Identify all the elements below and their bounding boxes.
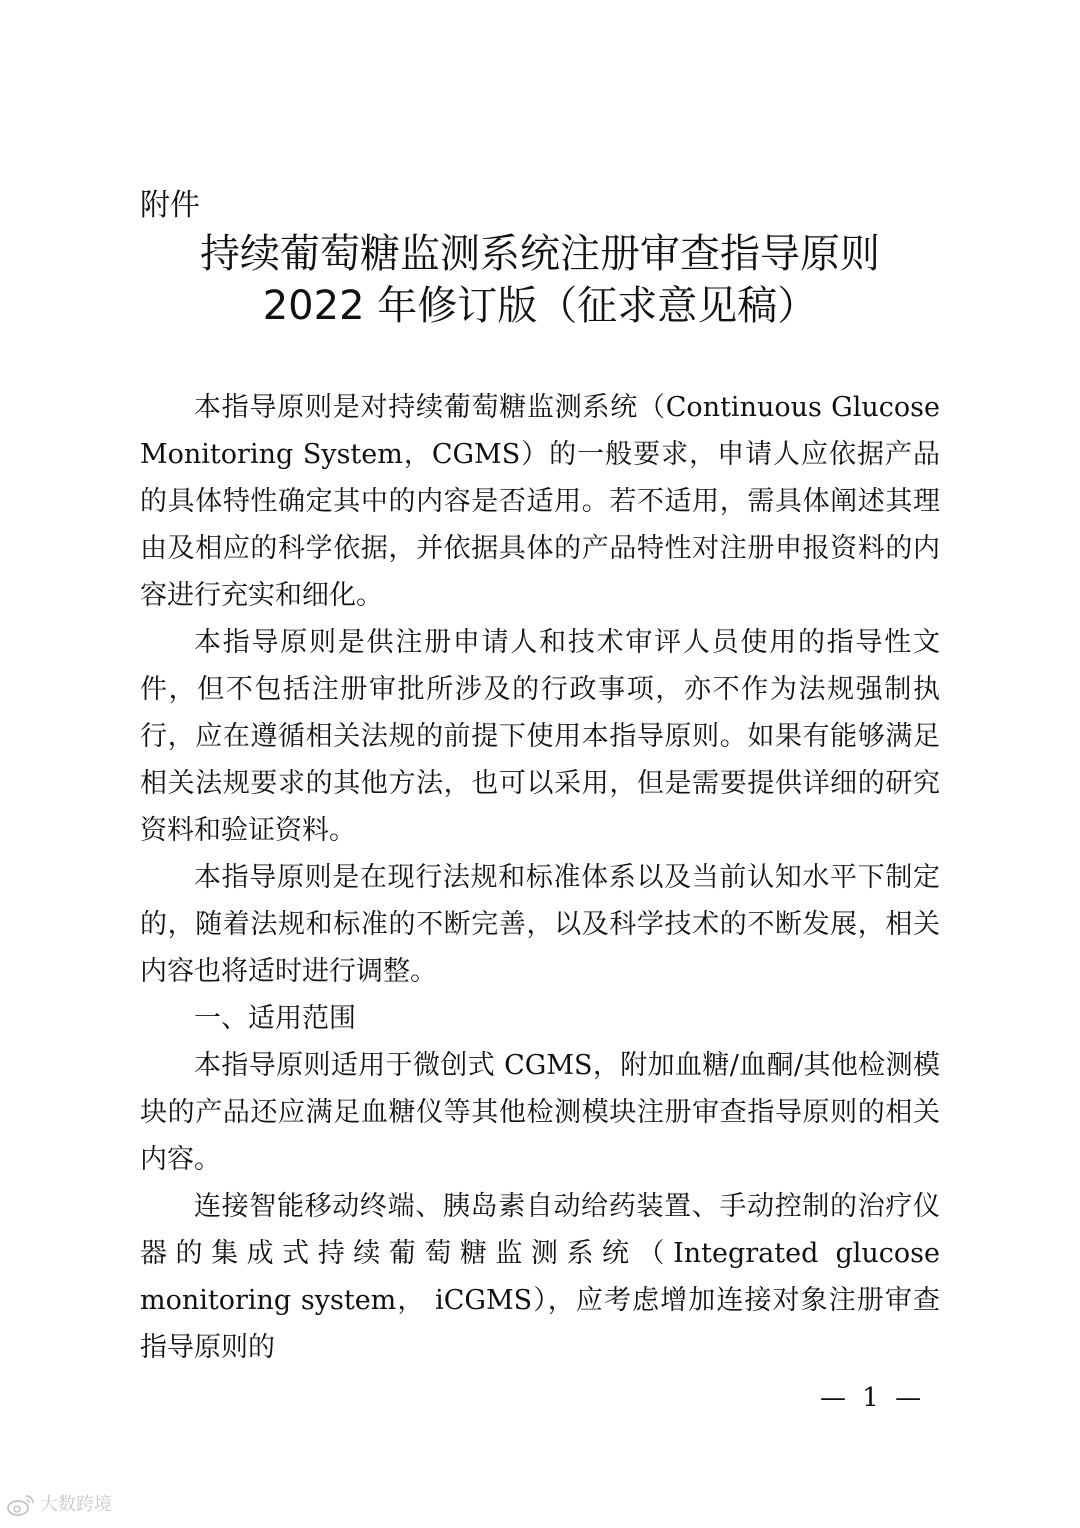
intro-paragraph-2: 本指导原则是供注册申请人和技术审评人员使用的指导性文件，但不包括注册审批所涉及的行政事项，亦不作为法规强制执行，应在遵循相关法规的前提下使用本指导原则。如果有能够满足相关法规要求的其他方法，也可以采用，但是需要提供详细的研究资料和验证资料。: [140, 627, 940, 846]
intro-paragraph-3: 本指导原则是在现行法规和标准体系以及当前认知水平下制定的，随着法规和标准的不断完善，以及科学技术的不断发展，相关内容也将适时进行调整。: [140, 862, 940, 987]
title-line-2: 2022 年修订版（征求意见稿）: [262, 283, 818, 329]
attachment-label: 附件: [140, 188, 200, 223]
intro-paragraph-1: 本指导原则是对持续葡萄糖监测系统（Continuous Glucose Monitoring System，CGMS）的一般要求，申请人应依据产品的具体特性确定其中的内容是否适用。若不适用，需具体阐述其理由及相应的科学依据，并依据具体的产品特性对注册申报资料的内容进行充实和细化。: [140, 392, 940, 611]
section-heading-scope: 一、适用范围: [194, 1003, 356, 1034]
watermark: [6, 1490, 112, 1520]
scope-paragraph-2: 连接智能移动终端、胰岛素自动给药装置、手动控制的治疗仪器的集成式持续葡萄糖监测系统（Integrated glucose monitoring system， iCGMS），应考虑增加连接对象注册审查指导原则的: [140, 1191, 940, 1363]
watermark-text: 大数跨境: [40, 1494, 112, 1515]
title-line-1: 持续葡萄糖监测系统注册审查指导原则: [200, 231, 880, 277]
document-body: [140, 384, 940, 1371]
scope-paragraph-1: 本指导原则适用于微创式 CGMS，附加血糖/血酮/其他检测模块的产品还应满足血糖仪等其他检测模块注册审查指导原则的相关内容。: [140, 1050, 940, 1175]
page-number: — 1 —: [820, 1383, 926, 1413]
weibo-logo-icon: [6, 1493, 36, 1517]
document-title: [140, 228, 940, 332]
